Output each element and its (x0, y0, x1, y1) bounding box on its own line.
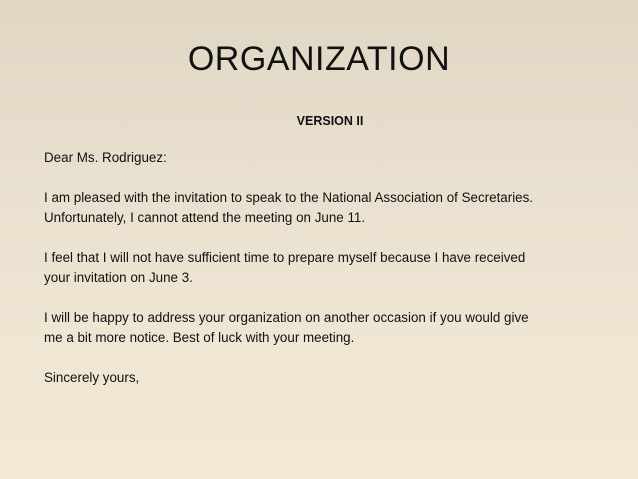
paragraph-3-line-2: me a bit more notice. Best of luck with your meeting. (44, 330, 355, 345)
slide-title: ORGANIZATION (187, 40, 451, 78)
paragraph-2 (44, 248, 614, 288)
salutation: Dear Ms. Rodriguez: (44, 150, 167, 165)
paragraph-1 (44, 188, 614, 228)
letter-body (44, 148, 614, 408)
closing: Sincerely yours, (44, 370, 140, 385)
paragraph-3 (44, 308, 614, 348)
paragraph-2-line-2: your invitation on June 3. (44, 270, 193, 285)
paragraph-2-line-1: I feel that I will not have sufficient time to prepare myself because I have received (44, 250, 526, 265)
paragraph-1-line-1: I am pleased with the invitation to speak to the National Association of Secretaries. (44, 190, 534, 205)
version-label: VERSION II (296, 114, 364, 128)
paragraph-1-line-2: Unfortunately, I cannot attend the meeting on June 11. (44, 210, 366, 225)
paragraph-3-line-1: I will be happy to address your organization on another occasion if you would give (44, 310, 529, 325)
